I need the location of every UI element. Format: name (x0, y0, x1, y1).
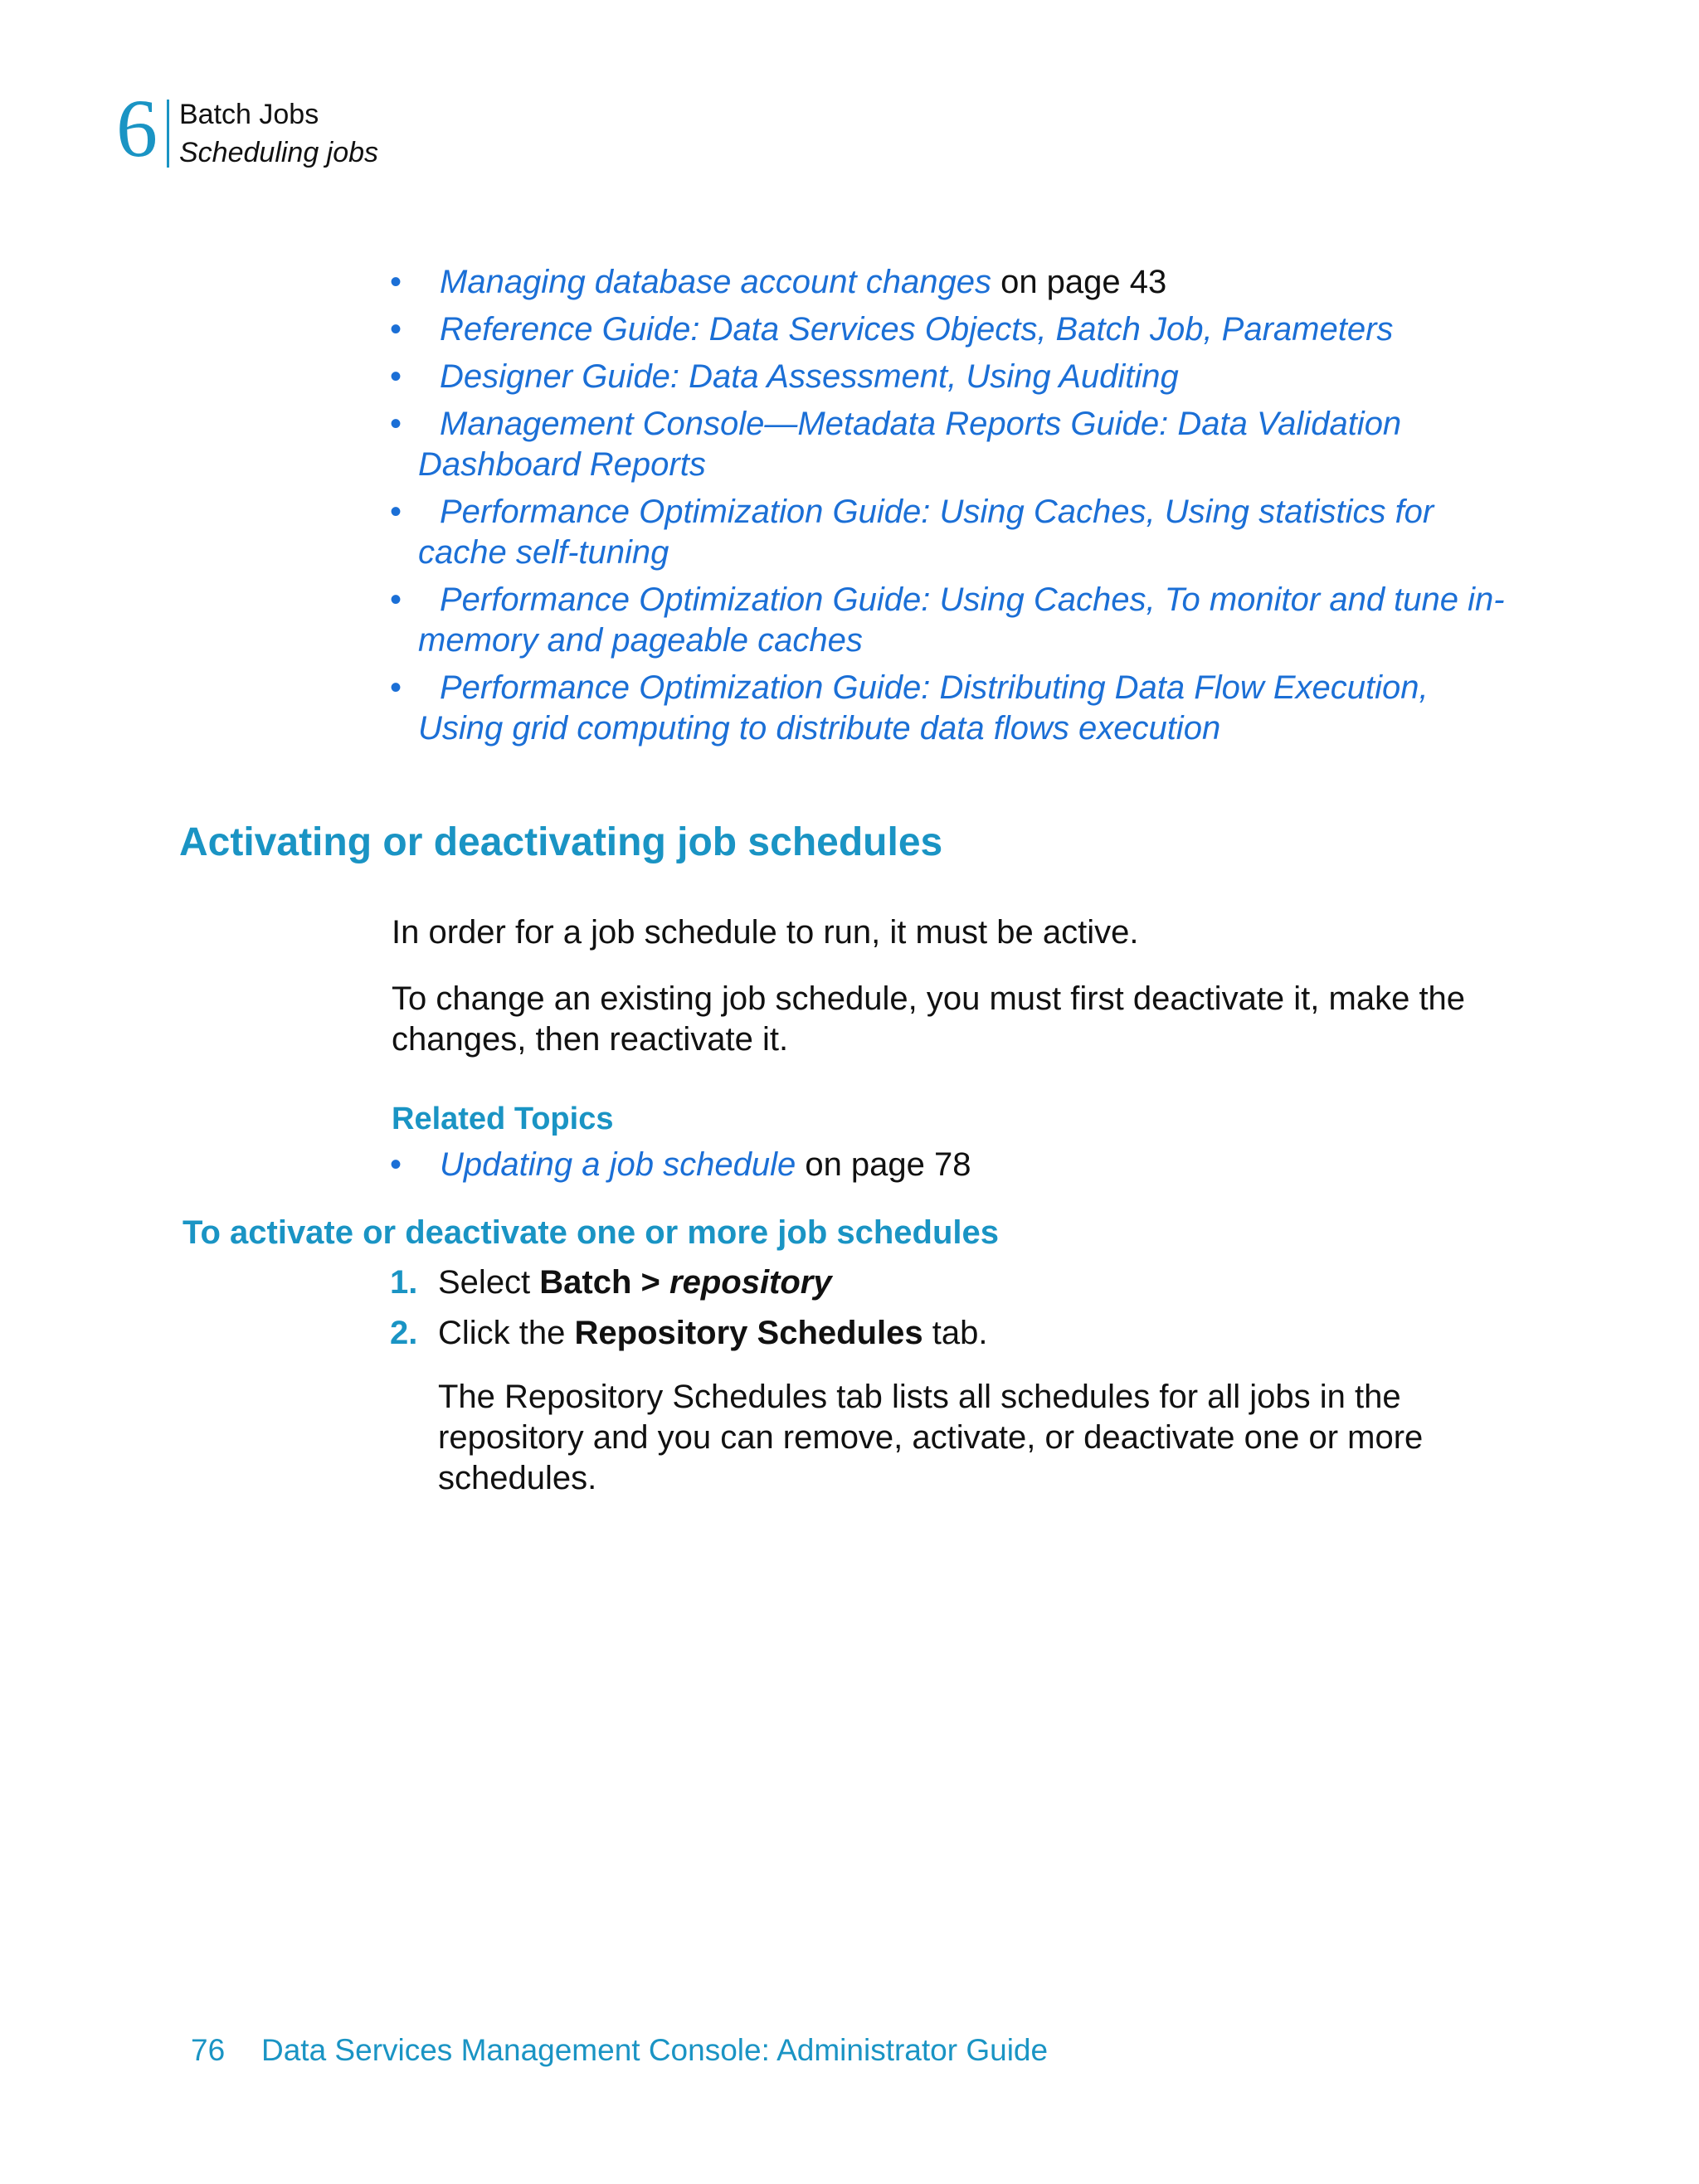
procedure-steps (390, 1262, 1518, 1364)
chapter-number: 6 (116, 82, 158, 174)
procedure-heading: To activate or deactivate one or more job schedules (183, 1214, 1000, 1251)
bullet-icon: • (390, 311, 402, 348)
step-number: 2. (390, 1315, 418, 1351)
step-tab-name: Repository Schedules (574, 1315, 923, 1351)
step-number: 1. (390, 1264, 418, 1301)
step-1 (390, 1262, 1518, 1303)
related-links-list (390, 262, 1518, 756)
link-performance-cache-self-tuning[interactable]: Performance Optimization Guide: Using Caches, Using statistics for cache self-tuning (418, 494, 1434, 571)
bullet-icon: • (390, 264, 402, 300)
link-suffix: on page 43 (991, 264, 1167, 300)
related-topics-list (390, 1145, 1518, 1192)
list-item (390, 262, 1518, 303)
list-item (390, 309, 1518, 350)
link-reference-guide[interactable]: Reference Guide: Data Services Objects, Batch Job, Parameters (440, 311, 1394, 348)
bullet-icon: • (390, 581, 402, 618)
section-heading: Activating or deactivating job schedules (179, 820, 943, 864)
chapter-divider (167, 100, 169, 168)
step-text: Click the (438, 1315, 575, 1351)
link-managing-database-account-changes[interactable]: Managing database account changes (440, 264, 991, 300)
link-management-console-guide[interactable]: Management Console—Metadata Reports Guide: Data Validation Dashboard Reports (418, 406, 1402, 483)
section-paragraph-2: To change an existing job schedule, you must first deactivate it, make the changes, then reactivate it. (392, 980, 1466, 1058)
book-title: Data Services Management Console: Administrator Guide (261, 2033, 1049, 2067)
list-item (390, 357, 1518, 397)
list-item (390, 1145, 1518, 1185)
bullet-icon: • (390, 358, 402, 395)
section-title: Scheduling jobs (179, 137, 379, 168)
bullet-icon: • (390, 1146, 402, 1183)
step-menu-item: repository (669, 1264, 832, 1301)
list-item (390, 404, 1518, 485)
bullet-icon: • (390, 669, 402, 706)
bullet-icon: • (390, 406, 402, 442)
step-text-end: tab. (923, 1315, 988, 1351)
step-text: Select (438, 1264, 540, 1301)
link-suffix: on page 78 (796, 1146, 971, 1183)
link-designer-guide[interactable]: Designer Guide: Data Assessment, Using Auditing (440, 358, 1179, 395)
step-menu-path: Batch > (539, 1264, 670, 1301)
list-item (390, 580, 1518, 661)
link-updating-job-schedule[interactable]: Updating a job schedule (440, 1146, 796, 1183)
bullet-icon: • (390, 494, 402, 530)
list-item (390, 492, 1518, 573)
page-number: 76 (191, 2033, 226, 2067)
page-footer (191, 2032, 1048, 2069)
step-2-description: The Repository Schedules tab lists all schedules for all jobs in the repository and you can remove, activate, or deactivate one or more schedules. (438, 1379, 1424, 1496)
section-paragraph-1: In order for a job schedule to run, it must be active. (392, 914, 1139, 951)
link-performance-grid-computing[interactable]: Performance Optimization Guide: Distributing Data Flow Execution, Using grid computing to distribute data flows execution (418, 669, 1429, 747)
link-performance-monitor-caches[interactable]: Performance Optimization Guide: Using Caches, To monitor and tune in-memory and pageable caches (418, 581, 1505, 659)
related-topics-heading: Related Topics (392, 1102, 614, 1136)
list-item (390, 668, 1518, 749)
step-2 (390, 1313, 1518, 1354)
chapter-title: Batch Jobs (179, 99, 319, 130)
